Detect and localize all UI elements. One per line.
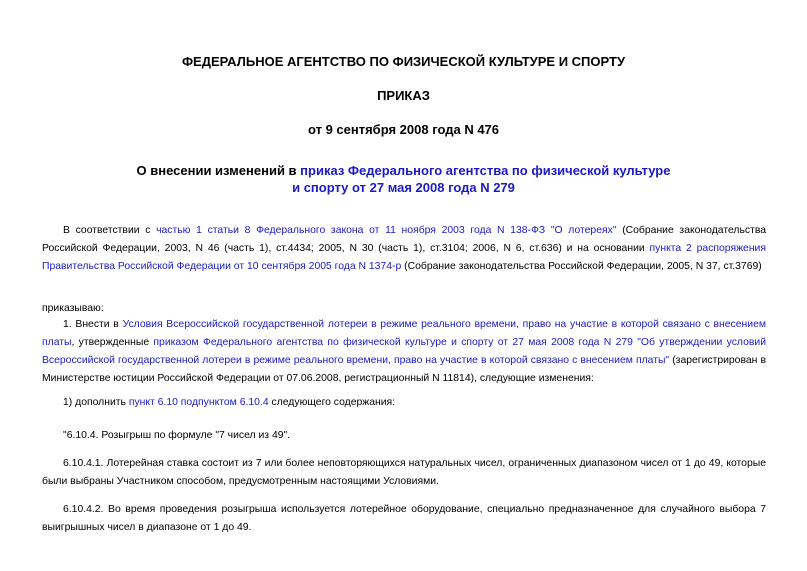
document-subject — [80, 162, 727, 196]
subject-prefix: О внесении изменений в — [136, 163, 301, 178]
paragraph-item-1 — [42, 316, 766, 388]
subject-link-line1[interactable]: приказ Федерального агентства по физической культуре — [300, 163, 671, 178]
paragraph-6-10-4: "6.10.4. Розыгрыш по формуле "7 чисел из 49". — [63, 430, 291, 441]
order-279-link[interactable]: приказом Федерального агентства по физической культуре и спорту от 27 мая 2008 года N 279 "Об утверждении условий Всероссийской государственной лотереи в режиме реального времени, право на участие в которой связано с внесением платы" — [42, 337, 766, 366]
law-link[interactable]: частью 1 статьи 8 Федерального закона от 11 ноября 2003 года N 138-ФЗ "О лотереях" — [156, 225, 617, 236]
paragraph-order-word: приказываю: — [42, 303, 104, 314]
point-6-10-link[interactable]: пункт 6.10 подпунктом 6.10.4 — [128, 397, 269, 408]
paragraph-6-10-4-1: 6.10.4.1. Лотерейная ставка состоит из 7 или более неповторяющихся натуральных чисел, ограниченных диапазоном чисел от 1 до 49, которые были выбраны Участником способом, предусмотренным настоящими Условиями. — [42, 458, 766, 487]
agency-title: ФЕДЕРАЛЬНОЕ АГЕНТСТВО ПО ФИЗИЧЕСКОЙ КУЛЬТУРЕ И СПОРТУ — [181, 54, 626, 69]
subitem1-text-1: 1) дополнить — [63, 397, 129, 408]
subitem1-text-2: следующего содержания: — [268, 397, 396, 408]
preamble-text-3: (Собрание законодательства Российской Федерации, 2005, N 37, ст.3769) — [401, 261, 762, 272]
document-date-number: от 9 сентября 2008 года N 476 — [307, 122, 500, 137]
item1-text-3: (зарегистрирован в Министерстве юстиции Российской Федерации от 07.06.2008, регистрационный N 11814), следующие изменения: — [42, 355, 766, 384]
item1-text-2: , утвержденные — [71, 337, 154, 348]
lottery-conditions-link[interactable]: Условия Всероссийской государственной лотереи в режиме реального времени, право на участие в которой связано с внесением платы — [42, 319, 766, 348]
document-type: ПРИКАЗ — [377, 88, 430, 103]
paragraph-preamble — [42, 222, 766, 276]
item1-text-1: 1. Внести в — [63, 319, 123, 330]
paragraph-6-10-4-2: 6.10.4.2. Во время проведения розыгрыша используется лотерейное оборудование, специально предназначенное для случайного выбора 7 выигрышных чисел в диапазоне от 1 до 49. — [42, 504, 766, 533]
preamble-text-2: (Собрание законодательства Российской Федерации, 2003, N 46 (часть 1), ст.4434; 2005, N 30 (часть 1), ст.3104; 2006, N 6, ст.636) и на основании — [42, 225, 767, 254]
preamble-text-1: В соответствии с — [63, 225, 157, 236]
government-order-link[interactable]: пункта 2 распоряжения Правительства Российской Федерации от 10 сентября 2005 года N 1374-р — [42, 243, 766, 272]
paragraph-subitem-1 — [42, 394, 766, 412]
subject-link-line2[interactable]: и спорту от 27 мая 2008 года N 279 — [292, 180, 515, 195]
